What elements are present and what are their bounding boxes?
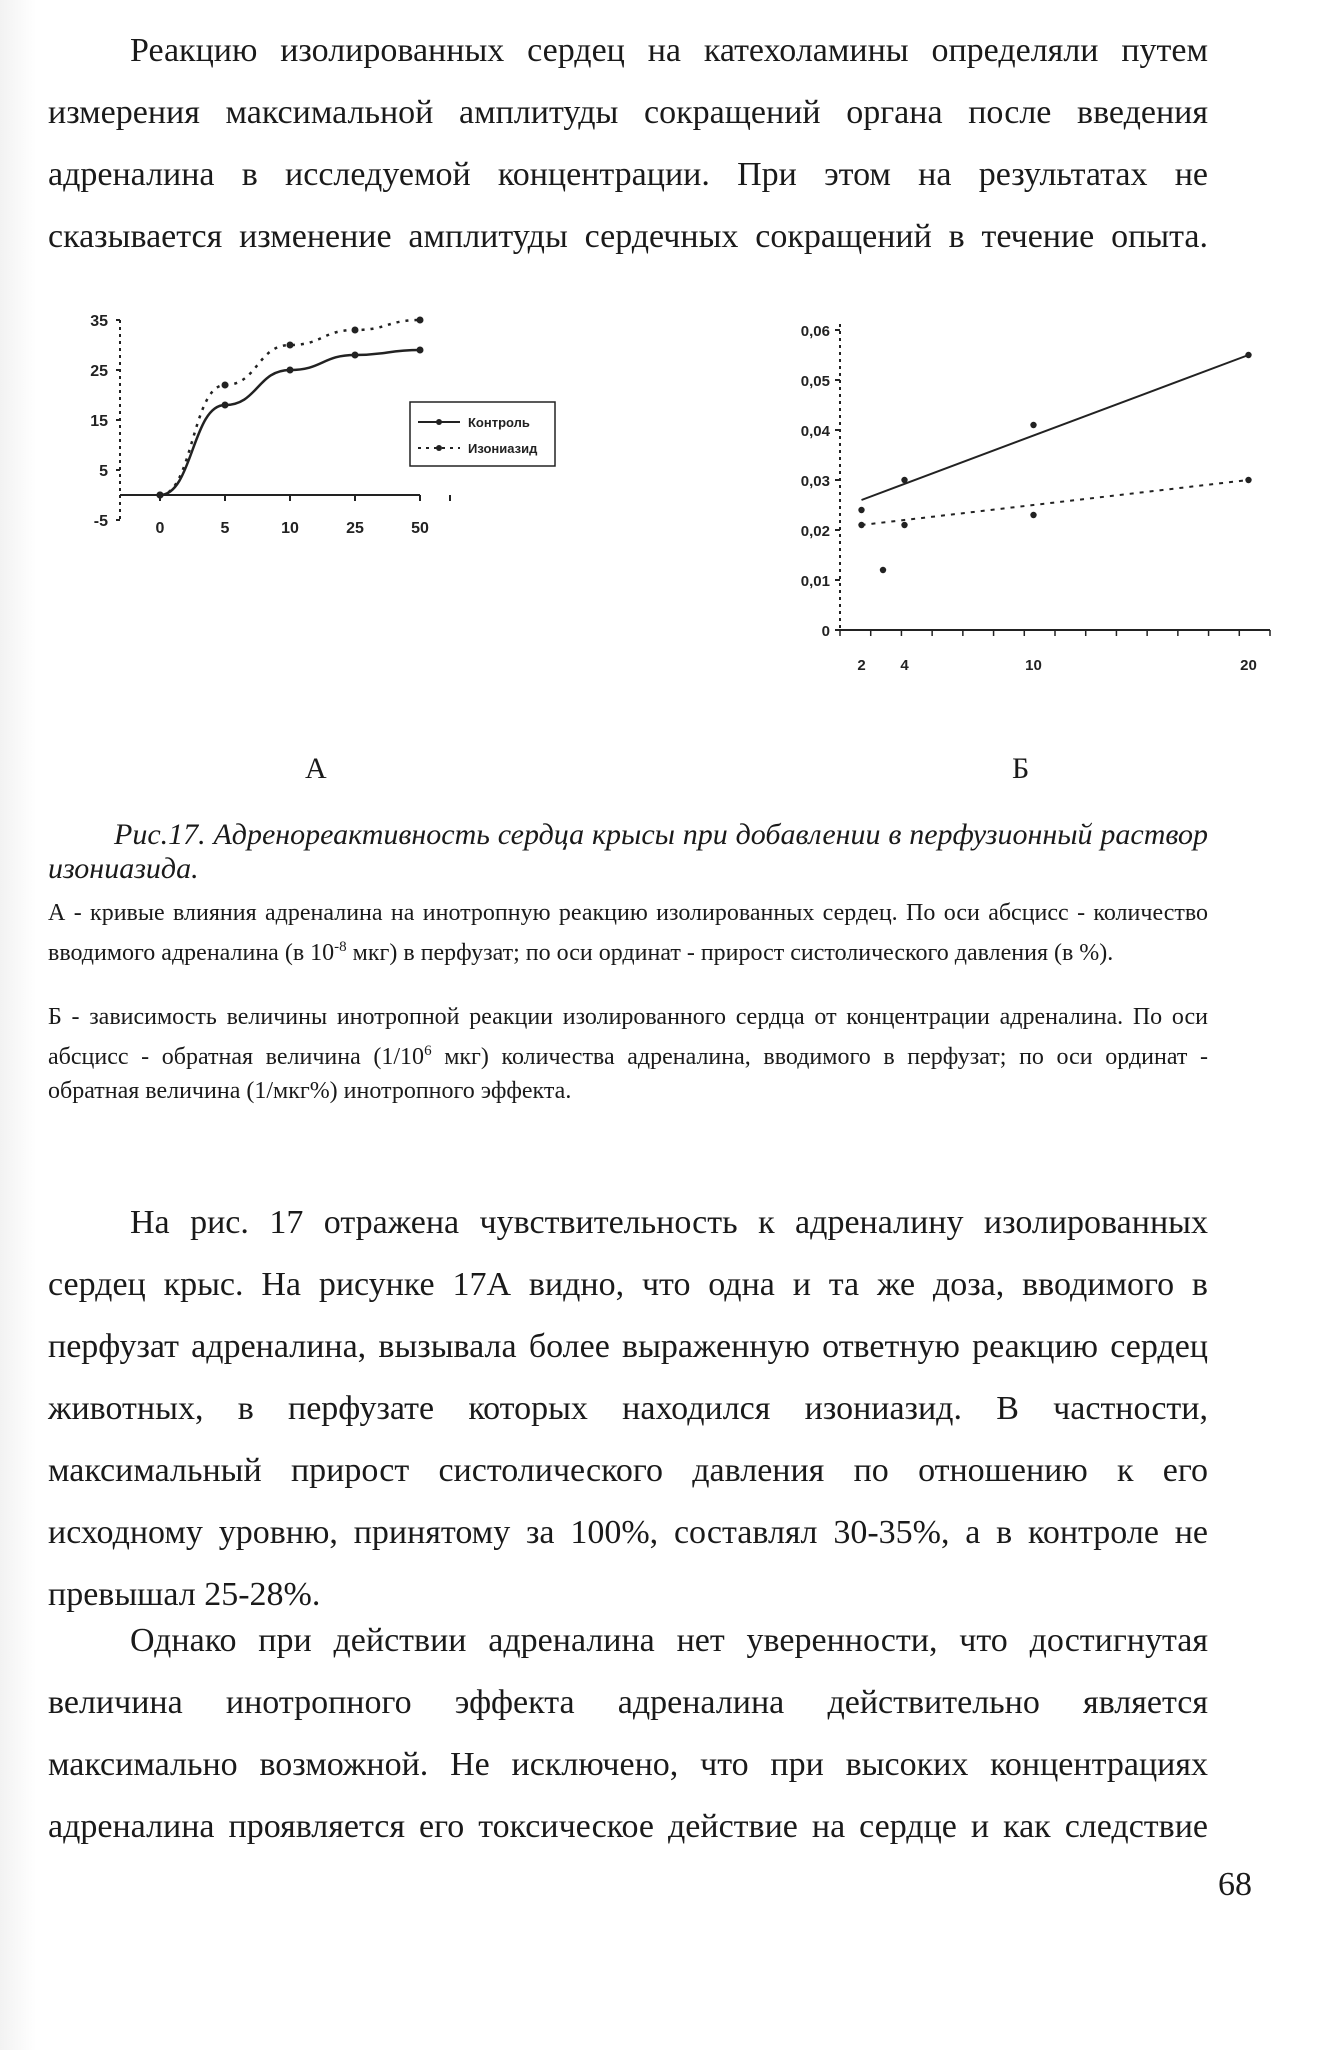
chart-a xyxy=(40,290,560,710)
y-tick-label: 0,02 xyxy=(800,523,830,540)
legend-box xyxy=(410,402,555,466)
caption-b xyxy=(48,1000,1208,1108)
y-tick-label: 15 xyxy=(90,413,108,430)
legend-marker-2 xyxy=(436,445,442,451)
caption-b-sup: 6 xyxy=(424,1043,432,1059)
panel-a-letter: А xyxy=(305,752,327,785)
y-tick-label: 25 xyxy=(90,363,108,380)
caption-a-tail: мкг) в перфузат; по оси ординат - прирост систолического давления (в %). xyxy=(346,940,1114,966)
series-point-2 xyxy=(1030,512,1036,518)
series-point-2 xyxy=(901,522,907,528)
fit-line-2 xyxy=(862,480,1249,525)
series-point-2 xyxy=(417,317,424,324)
series-point-2 xyxy=(222,382,229,389)
series-point-2 xyxy=(352,327,359,334)
fit-line-1 xyxy=(862,355,1249,500)
caption-a-sup: -8 xyxy=(334,939,347,955)
y-tick-label: 0,03 xyxy=(800,473,830,490)
series-point-2 xyxy=(157,492,164,499)
series-point-2 xyxy=(1245,477,1251,483)
caption-a-text: А - кривые влияния адреналина на инотропную реакцию изолированных сердец. По оси абсцисс - количество вводимого адреналина (в 10 xyxy=(48,900,1208,966)
x-tick-label: 4 xyxy=(900,657,909,674)
caption-a xyxy=(48,896,1208,970)
paragraph-bottom-text: Однако при действии адреналина нет уверенности, что достигнутая величина инотропного эффекта адреналина действительно является максимально возможной. Не исключено, что при высоких концентрациях адреналина проявляется его токсическое действие на сердце и как следствие xyxy=(48,1622,1208,1845)
y-tick-label: 35 xyxy=(90,313,108,330)
chart-b-plot xyxy=(801,323,1270,674)
caption-b-text: Б - зависимость величины инотропной реакции изолированного сердца от концентрации адреналина. По оси абсцисс - обратная величина (1/10 xyxy=(48,1004,1208,1070)
y-tick-label: 0,01 xyxy=(800,573,830,590)
caption-b-tail: мкг) количества адреналина, вводимого в перфузат; по оси ординат - обратная величина (1/мкг%) инотропного эффекта. xyxy=(48,1044,1209,1104)
y-tick-label: 0 xyxy=(821,623,830,640)
panel-b-letter: Б xyxy=(1012,752,1030,785)
legend-label-2: Изониазид xyxy=(468,441,538,456)
x-tick-label: 10 xyxy=(1025,657,1042,674)
series-point-2 xyxy=(880,567,886,573)
y-tick-label: -5 xyxy=(93,513,108,530)
series-point-1 xyxy=(901,477,907,483)
x-tick-label: 10 xyxy=(281,520,299,537)
paragraph-mid-text: На рис. 17 отражена чувствительность к адреналину изолированных сердец крыс. На рисунке 17А видно, что одна и та же доза, вводимого в перфузат адреналина, вызывала более выраженную ответную реакцию сердец животных, в перфузате которых находился изониазид. В частности, максимальный прирост систолического давления по отношению к его исходному уровню, принятому за 100%, составлял 30-35%, а в контроле не превышал 25-28%. xyxy=(48,1204,1208,1613)
series-point-2 xyxy=(287,342,294,349)
y-tick-label: 0,05 xyxy=(800,373,830,390)
series-point-2 xyxy=(858,522,864,528)
x-tick-label: 2 xyxy=(857,657,866,674)
legend-label-1: Контроль xyxy=(468,415,530,430)
paragraph-top-text: Реакцию изолированных сердец на катехоламины определяли путем измерения максимальной амплитуды сокращений органа после введения адреналина в исследуемой концентрации. При этом на результатах не сказывается изменение амплитуды сердечных сокращений в течение опыта. xyxy=(48,32,1208,255)
series-point-1 xyxy=(1030,422,1036,428)
x-tick-label: 20 xyxy=(1240,657,1257,674)
series-point-1 xyxy=(222,402,229,409)
x-tick-label: 25 xyxy=(346,520,364,537)
x-tick-label: 50 xyxy=(411,520,429,537)
y-tick-label: 0,06 xyxy=(800,323,830,340)
series-point-1 xyxy=(1245,352,1251,358)
series-point-1 xyxy=(287,367,294,374)
paragraph-bottom xyxy=(48,1610,1208,1858)
chart-a-plot xyxy=(90,313,555,537)
page-number: 68 xyxy=(1218,1866,1252,1903)
scan-edge-shade xyxy=(0,0,36,2050)
figure-caption: Рис.17. Адренореактивность сердца крысы при добавлении в перфузионный раствор изониазида. xyxy=(48,818,1208,885)
y-tick-label: 0,04 xyxy=(800,423,830,440)
paragraph-mid xyxy=(48,1192,1208,1626)
series-point-1 xyxy=(417,347,424,354)
paragraph-top xyxy=(48,20,1208,268)
x-tick-label: 0 xyxy=(155,520,165,537)
chart-b xyxy=(740,300,1300,700)
x-tick-label: 5 xyxy=(220,520,230,537)
series-point-1 xyxy=(352,352,359,359)
series-point-1 xyxy=(858,507,864,513)
legend-marker-1 xyxy=(436,419,442,425)
y-tick-label: 5 xyxy=(99,463,108,480)
